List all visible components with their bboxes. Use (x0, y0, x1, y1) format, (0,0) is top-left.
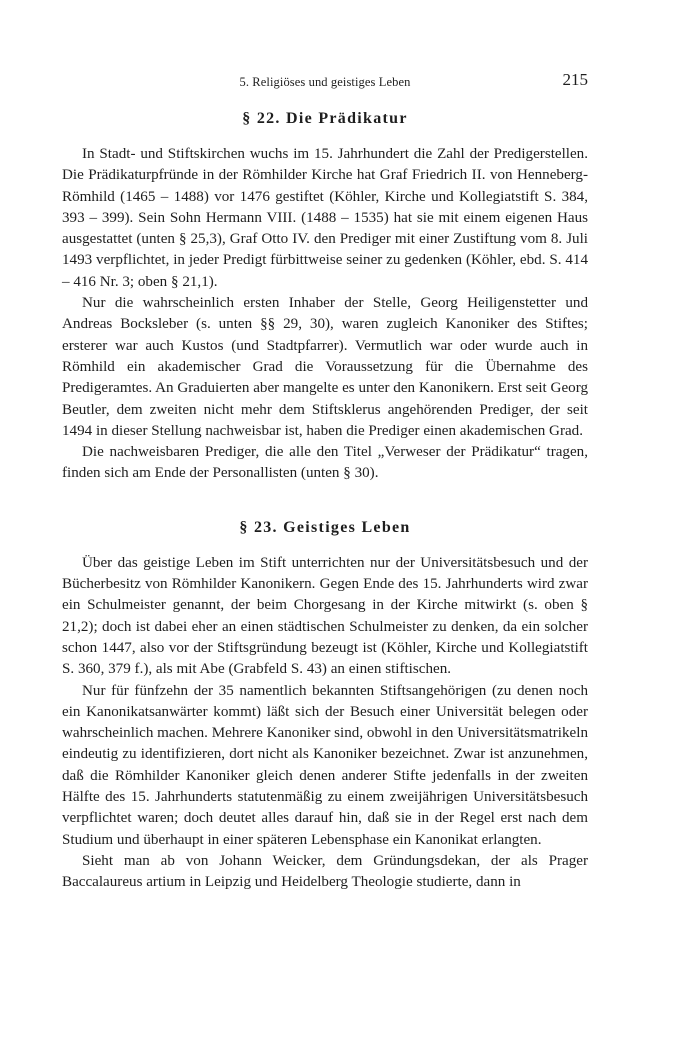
paragraph: In Stadt- und Stiftskirchen wuchs im 15. Jahrhundert die Zahl der Predigerstellen. Die Prädikaturpfründe in der Römhilder Kirche hat Graf Friedrich II. von Henneberg-Römhild (1465 – 1488) vor 1476 gestiftet (Köhler, Kirche und Kollegiatstift S. 384, 393 – 399). Sein Sohn Hermann VIII. (1488 – 1535) hat sie mit einem eigenen Haus ausgestattet (unten § 25,3), Graf Otto IV. den Prediger mit einer Zustiftung vom 8. Juli 1493 verpflichtet, in jeder Predigt fürbittweise seiner zu gedenken (Köhler, ebd. S. 414 – 416 Nr. 3; oben § 21,1). (62, 146, 588, 290)
section-praedikatur (62, 110, 588, 485)
section-heading: § 22. Die Prädikatur (242, 110, 408, 127)
page-number: 215 (562, 70, 588, 89)
section-geistiges-leben (62, 519, 588, 894)
section-heading: § 23. Geistiges Leben (239, 518, 411, 536)
paragraph: Nur für fünfzehn der 35 namentlich bekannten Stiftsangehörigen (zu denen noch ein Kanonikatsanwärter kommt) läßt sich der Besuch einer Universität belegen oder wahrscheinlich machen. Mehrere Kanoniker sind, obwohl in den Universitätsmatrikeln eindeutig zu identifizieren, dort nicht als Kanoniker bezeichnet. Zwar ist anzunehmen, daß die Römhilder Kanoniker gleich denen anderer Stifte jedenfalls in der zweiten Hälfte des 15. Jahrhunderts statutenmäßig zu einem zweijährigen Universitätsbesuch verpflichtet waren; doch deutet alles darauf hin, daß sie in der Regel erst nach dem Studium und überhaupt in einer späteren Lebensphase ein Kanonikat erlangten. (62, 682, 588, 848)
paragraph: Über das geistige Leben im Stift unterrichten nur der Universitätsbesuch und der Bücherbesitz von Römhilder Kanonikern. Gegen Ende des 15. Jahrhunderts wird zwar ein Schulmeister genannt, der beim Chorgesang in der Kirche mitwirkt (s. oben § 21,2); doch ist dabei eher an einen städtischen Schulmeister zu denken, da ein solcher schon 1447, also vor der Stiftsgründung bezeugt ist (Köhler, Kirche und Kollegiatstift S. 360, 379 f.), als mit Abe (Grabfeld S. 43) an einen stiftischen. (62, 554, 588, 678)
paragraph: Sieht man ab von Johann Weicker, dem Gründungsdekan, der als Prager Baccalaureus artium in Leipzig und Heidelberg Theologie studierte, dann in (62, 852, 588, 891)
running-title: 5. Religiöses und geistiges Leben (239, 75, 411, 89)
book-page (62, 68, 588, 894)
running-head (62, 68, 588, 94)
paragraph: Die nachweisbaren Prediger, die alle den Titel „Verweser der Prädikatur“ tragen, finden sich am Ende der Personallisten (unten § 30). (62, 444, 588, 482)
paragraph: Nur die wahrscheinlich ersten Inhaber der Stelle, Georg Heiligenstetter und Andreas Bocksleber (s. unten §§ 29, 30), waren zugleich Kanoniker des Stiftes; ersterer war auch Kustos (und Stadtpfarrer). Vermutlich war oder wurde auch in Römhild ein akademischer Grad die Voraussetzung für die Übernahme des Predigeramtes. An Graduierten aber mangelte es unter den Kanonikern. Erst seit Georg Beutler, dem zweiten nicht mehr dem Stiftsklerus angehörenden Prediger, der seit 1494 in dieser Stellung nachweisbar ist, haben die Prediger einen akademischen Grad. (62, 295, 588, 439)
